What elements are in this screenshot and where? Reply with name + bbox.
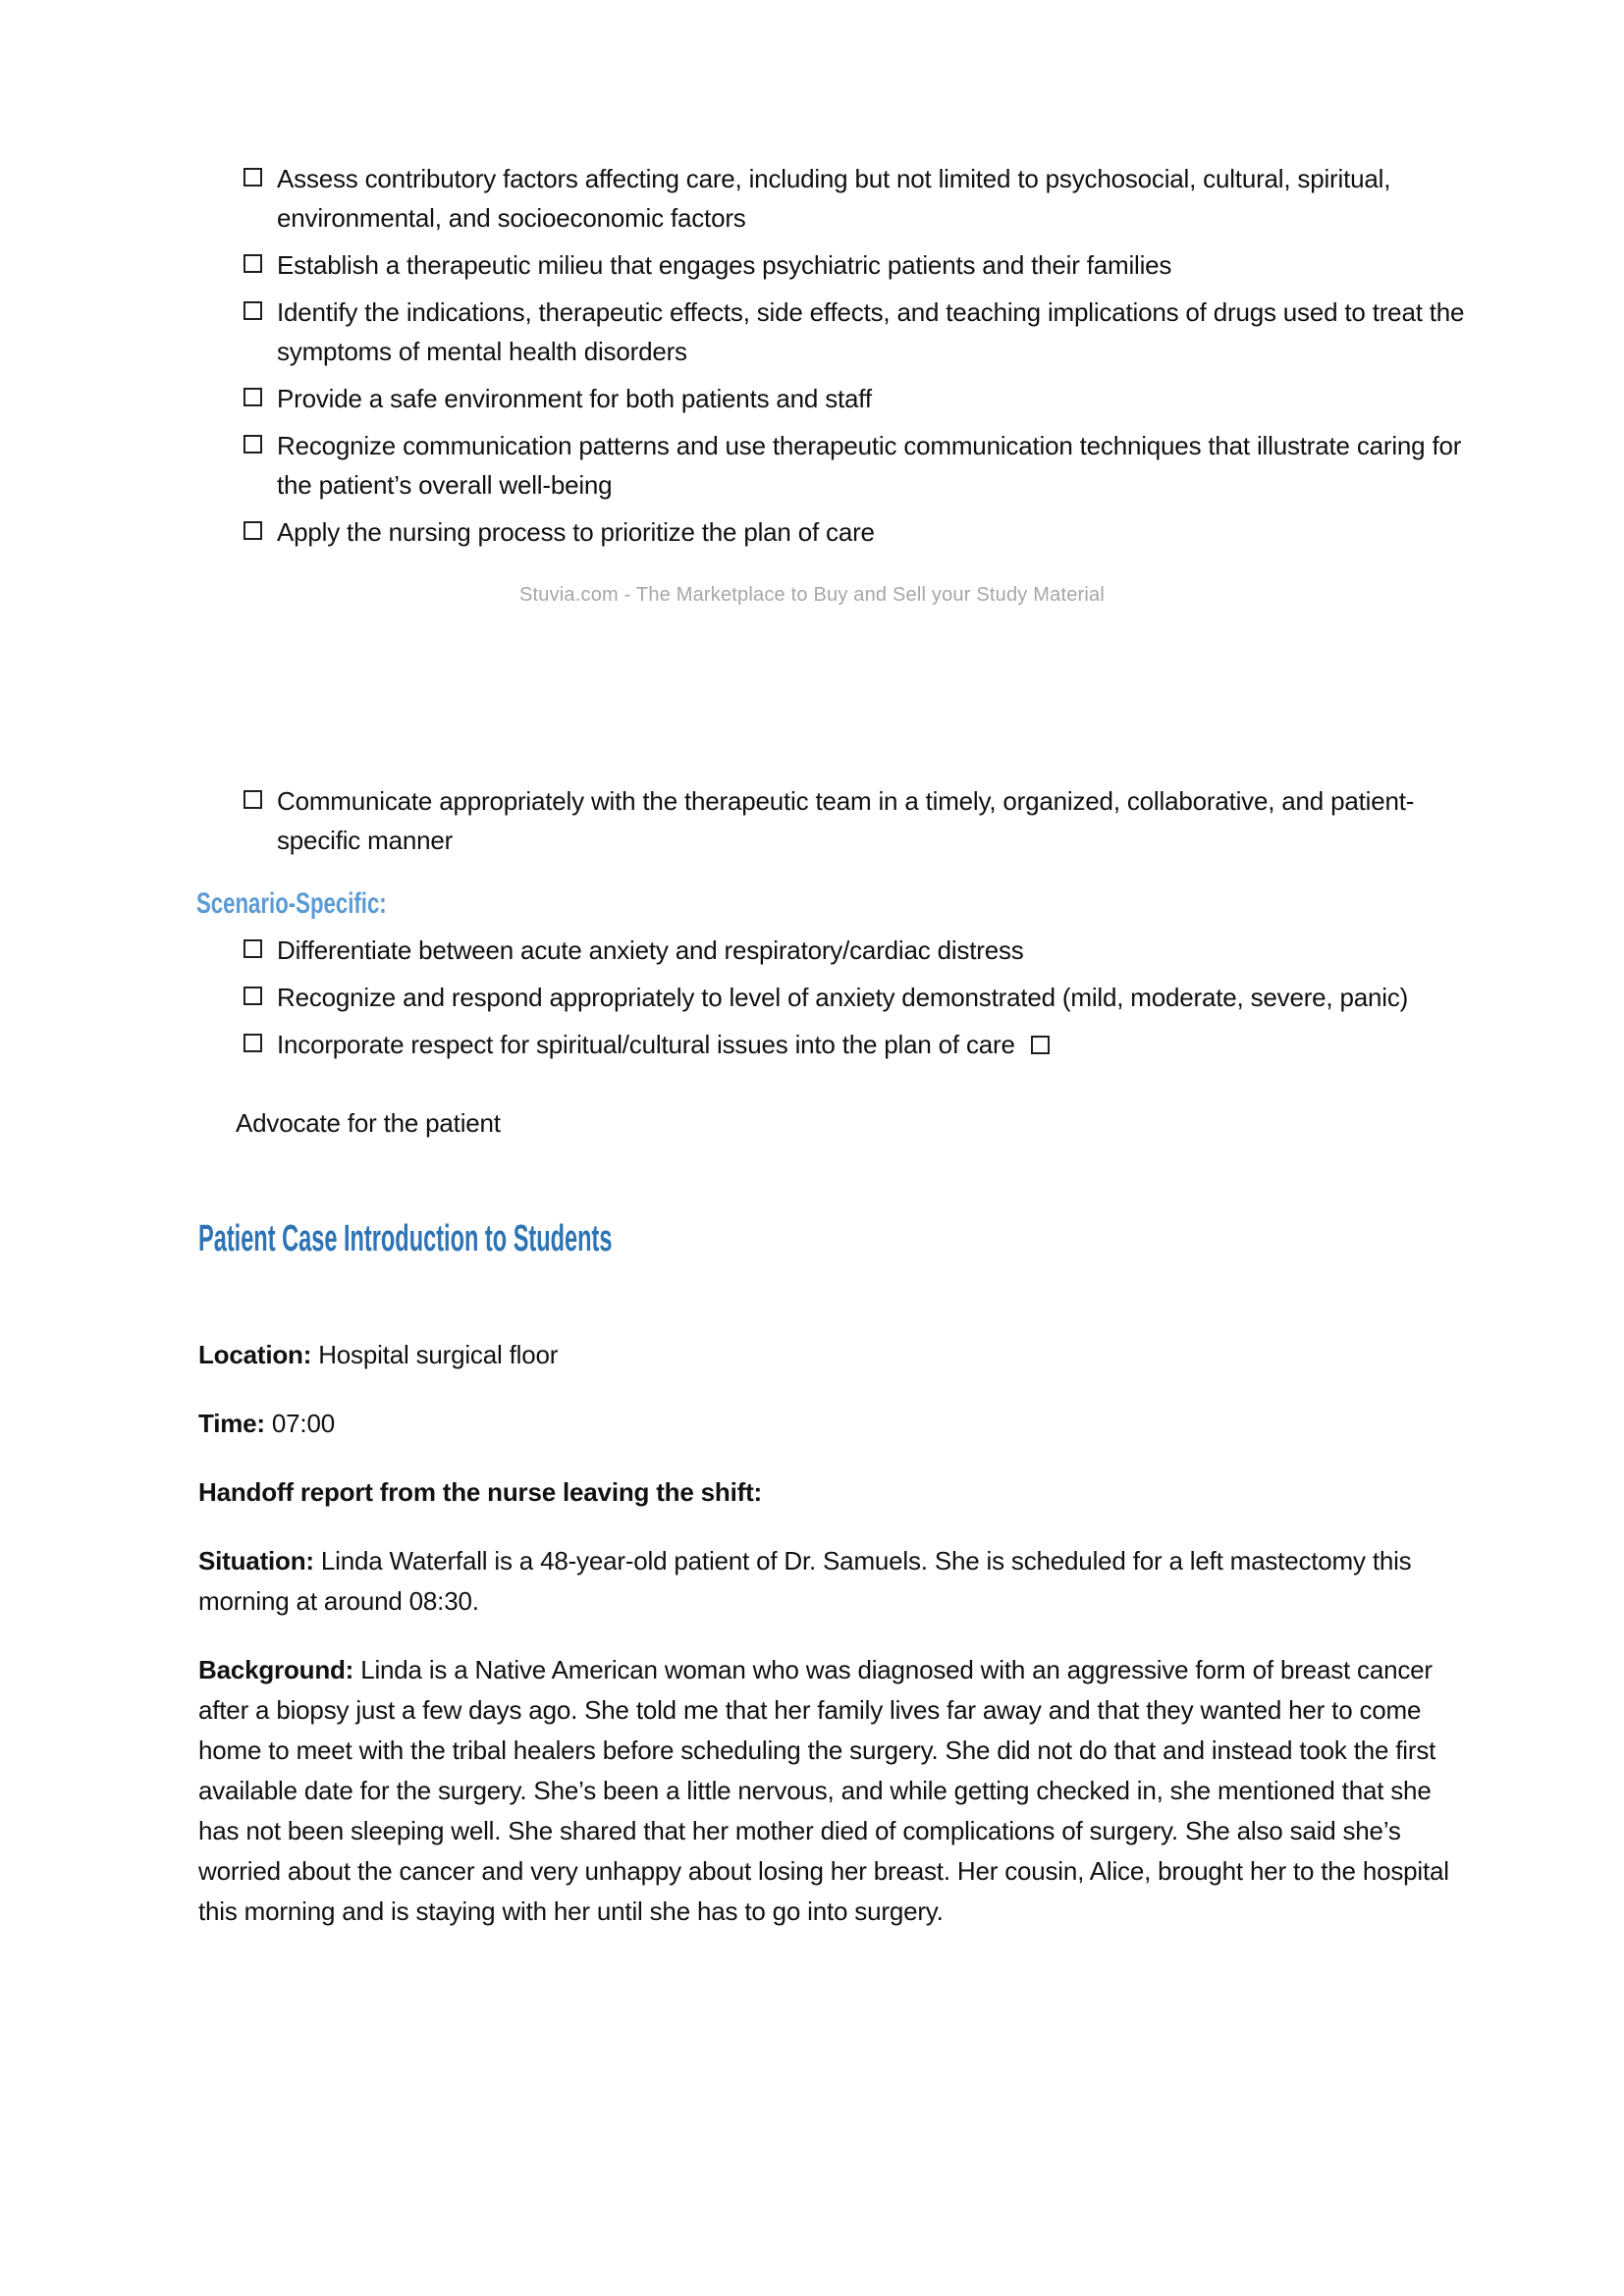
paragraph-location bbox=[198, 1335, 1477, 1375]
checklist-item bbox=[196, 245, 1494, 285]
paragraph-text: Hospital surgical floor bbox=[318, 1340, 559, 1369]
checklist-item-text: Provide a safe environment for both patients and staff bbox=[277, 384, 872, 413]
checklist-item bbox=[196, 293, 1494, 371]
paragraph-label: Background: bbox=[198, 1655, 354, 1684]
objectives-checklist bbox=[196, 159, 1494, 560]
checkbox-icon bbox=[244, 521, 262, 540]
checklist-item bbox=[196, 379, 1494, 418]
checkbox-icon bbox=[244, 790, 262, 809]
checkbox-icon bbox=[244, 388, 262, 406]
checklist-item bbox=[196, 1025, 1494, 1064]
paragraph-situation bbox=[198, 1541, 1477, 1622]
checklist-item-text: Differentiate between acute anxiety and respiratory/cardiac distress bbox=[277, 935, 1024, 965]
checklist-item bbox=[196, 781, 1494, 860]
checklist-item bbox=[196, 931, 1494, 970]
paragraph-label: Location: bbox=[198, 1340, 312, 1369]
checklist-item-text: Apply the nursing process to prioritize the plan of care bbox=[277, 517, 875, 547]
paragraph-text: Linda is a Native American woman who was diagnosed with an aggressive form of breast cancer after a biopsy just a few days ago. She told me that her family lives far away and that they wanted her to come home to meet with the tribal healers before scheduling the surgery. She did not do that and instead took the first available date for the surgery. She’s been a little nervous, and while getting checked in, she mentioned that she has not been sleeping well. She shared that her mother died of complications of surgery. She also said she’s worried about the cancer and very unhappy about losing her breast. Her cousin, Alice, brought her to the hospital this morning and is staying with her until she has to go into surgery. bbox=[198, 1655, 1449, 1926]
advocate-line: Advocate for the patient bbox=[236, 1108, 501, 1138]
checkbox-icon bbox=[1031, 1036, 1050, 1054]
checklist-item-text: Recognize communication patterns and use therapeutic communication techniques that illustrate caring for the patient’s overall well-being bbox=[277, 431, 1462, 500]
checkbox-icon bbox=[244, 1034, 262, 1052]
paragraph-time bbox=[198, 1404, 1477, 1444]
checkbox-icon bbox=[244, 435, 262, 454]
paragraph-text: Linda Waterfall is a 48-year-old patient of Dr. Samuels. She is scheduled for a left mastectomy this morning at around 08:30. bbox=[198, 1546, 1412, 1616]
checklist-item-text: Incorporate respect for spiritual/cultural issues into the plan of care bbox=[277, 1030, 1015, 1059]
scenario-checklist bbox=[196, 931, 1494, 1072]
paragraph-label: Time: bbox=[198, 1409, 265, 1438]
checklist-item bbox=[196, 159, 1494, 238]
checklist-item bbox=[196, 426, 1494, 505]
watermark-text: Stuvia.com - The Marketplace to Buy and Sell your Study Material bbox=[518, 584, 1106, 606]
paragraph-background bbox=[198, 1650, 1477, 1932]
patient-case-heading bbox=[198, 1215, 866, 1262]
checklist-item-text: Recognize and respond appropriately to level of anxiety demonstrated (mild, moderate, severe, panic) bbox=[277, 983, 1409, 1012]
paragraph-label: Handoff report from the nurse leaving the shift: bbox=[198, 1477, 762, 1507]
checklist-item-text: Communicate appropriately with the therapeutic team in a timely, organized, collaborative, and patient-specific manner bbox=[277, 786, 1415, 855]
checkbox-icon bbox=[244, 168, 262, 187]
checklist-item bbox=[196, 512, 1494, 552]
checklist-item-text: Identify the indications, therapeutic effects, side effects, and teaching implications of drugs used to treat the symptoms of mental health disorders bbox=[277, 297, 1465, 366]
scenario-specific-heading bbox=[196, 884, 454, 924]
checkbox-icon bbox=[244, 987, 262, 1005]
paragraph-text: 07:00 bbox=[271, 1409, 335, 1438]
checkbox-icon bbox=[244, 301, 262, 320]
patient-case-heading-text: Patient Case Introduction to Students bbox=[198, 1218, 613, 1259]
scenario-specific-heading-text: Scenario-Specific: bbox=[196, 887, 387, 920]
checklist-item bbox=[196, 978, 1494, 1017]
checklist-item-text: Assess contributory factors affecting care, including but not limited to psychosocial, cultural, spiritual, environmental, and socioeconomic factors bbox=[277, 164, 1391, 233]
checkbox-icon bbox=[244, 939, 262, 958]
checklist-item-text: Establish a therapeutic milieu that engages psychiatric patients and their families bbox=[277, 250, 1172, 280]
patient-case-paragraphs bbox=[198, 1335, 1477, 1960]
paragraph-handoff bbox=[198, 1472, 1477, 1513]
communication-checklist bbox=[196, 781, 1494, 868]
paragraph-label: Situation: bbox=[198, 1546, 314, 1575]
checkbox-icon bbox=[244, 254, 262, 273]
